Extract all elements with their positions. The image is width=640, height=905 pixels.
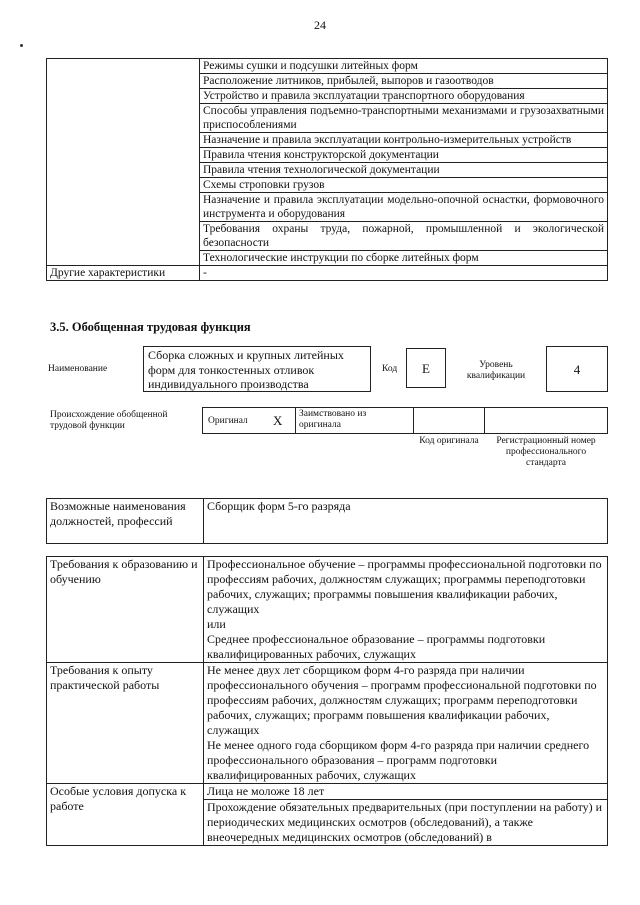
- knowledge-item: Способы управления подъемно-транспортными механизмами и грузозахватными приспособлениями: [200, 104, 608, 133]
- knowledge-item: Правила чтения технологической документации: [200, 163, 608, 178]
- original-label: Оригинал: [208, 416, 248, 426]
- knowledge-item: Технологические инструкции по сборке литейных форм: [200, 251, 608, 266]
- knowledge-item: Расположение литников, прибылей, выпоров и газоотводов: [200, 74, 608, 89]
- knowledge-item: Устройство и правила эксплуатации транспортного оборудования: [200, 89, 608, 104]
- original-mark: X: [273, 413, 283, 428]
- education-line: Профессиональное обучение – программы профессиональной подготовки по профессиям рабочих, должностям служащих; программы переподготовки рабочих, служащих; программы повышения квалификации рабочих, служащих: [207, 557, 602, 616]
- name-label: Наименование: [48, 364, 108, 374]
- education-cell: [204, 557, 608, 663]
- experience-line: Не менее двух лет сборщиком форм 4-го разряда при наличии профессионального обучения – программ профессиональной подготовки по профессиям рабочих, должностям служащих; программ переподготовки рабочих, служащих; программ повышения квалификации рабочих, служащих: [207, 663, 597, 737]
- function-code-box: E: [406, 348, 446, 388]
- knowledge-item: Правила чтения конструкторской документации: [200, 148, 608, 163]
- experience-cell: [204, 663, 608, 784]
- knowledge-left-cell: [47, 59, 200, 266]
- knowledge-item: Назначение и правила эксплуатации модельно-опочной оснастки, формовочного инструмента и оборудования: [200, 193, 608, 222]
- experience-line: Не менее одного года сборщиком форм 4-го разряда при наличии среднего профессионального образования – программ подготовки квалифицированных рабочих, служащих: [207, 738, 590, 782]
- scan-speck: [20, 44, 23, 47]
- borrowed-label: Заимствовано из оригинала: [299, 409, 367, 430]
- origin-label: Происхождение обобщенной трудовой функции: [50, 410, 168, 431]
- other-characteristics-value: -: [200, 266, 608, 281]
- requirements-table: [46, 556, 608, 846]
- education-label: Требования к образованию и обучению: [47, 557, 204, 663]
- special-condition-medical: Прохождение обязательных предварительных (при поступлении на работу) и периодических медицинских осмотров (обследований), а также внеочередных медицинских осмотров (обследований) в: [204, 800, 608, 846]
- knowledge-item: Режимы сушки и подсушки литейных форм: [200, 59, 608, 74]
- knowledge-item: Схемы строповки грузов: [200, 178, 608, 193]
- page-number: 24: [314, 18, 326, 32]
- original-code-label: Код оригинала: [419, 436, 479, 446]
- knowledge-item: Требования охраны труда, пожарной, промышленной и экологической безопасности: [200, 222, 608, 251]
- section-heading: 3.5. Обобщенная трудовая функция: [50, 320, 251, 334]
- positions-value: Сборщик форм 5-го разряда: [204, 499, 608, 544]
- positions-label: Возможные наименования должностей, профессий: [47, 499, 204, 544]
- positions-table: [46, 498, 608, 544]
- origin-divider: [413, 407, 414, 434]
- knowledge-item: Назначение и правила эксплуатации контрольно-измерительных устройств: [200, 133, 608, 148]
- registration-number-label: Регистрационный номер профессионального стандарта: [496, 436, 596, 468]
- code-label: Код: [382, 364, 398, 374]
- level-value-box: 4: [546, 346, 608, 392]
- special-condition-age: Лица не моложе 18 лет: [204, 784, 608, 800]
- level-label: Уровень квалификации: [466, 360, 526, 381]
- function-name-box: Сборка сложных и крупных литейных форм для тонкостенных отливок индивидуального производства: [143, 346, 371, 392]
- other-characteristics-label: Другие характеристики: [47, 266, 200, 281]
- experience-label: Требования к опыту практической работы: [47, 663, 204, 784]
- origin-divider: [484, 407, 485, 434]
- education-line: Среднее профессиональное образование – программы подготовки квалифицированных рабочих, служащих: [207, 632, 546, 661]
- origin-divider: [295, 407, 296, 434]
- special-conditions-label: Особые условия допуска к работе: [47, 784, 204, 846]
- knowledge-table: [46, 58, 608, 281]
- education-line: или: [207, 617, 226, 631]
